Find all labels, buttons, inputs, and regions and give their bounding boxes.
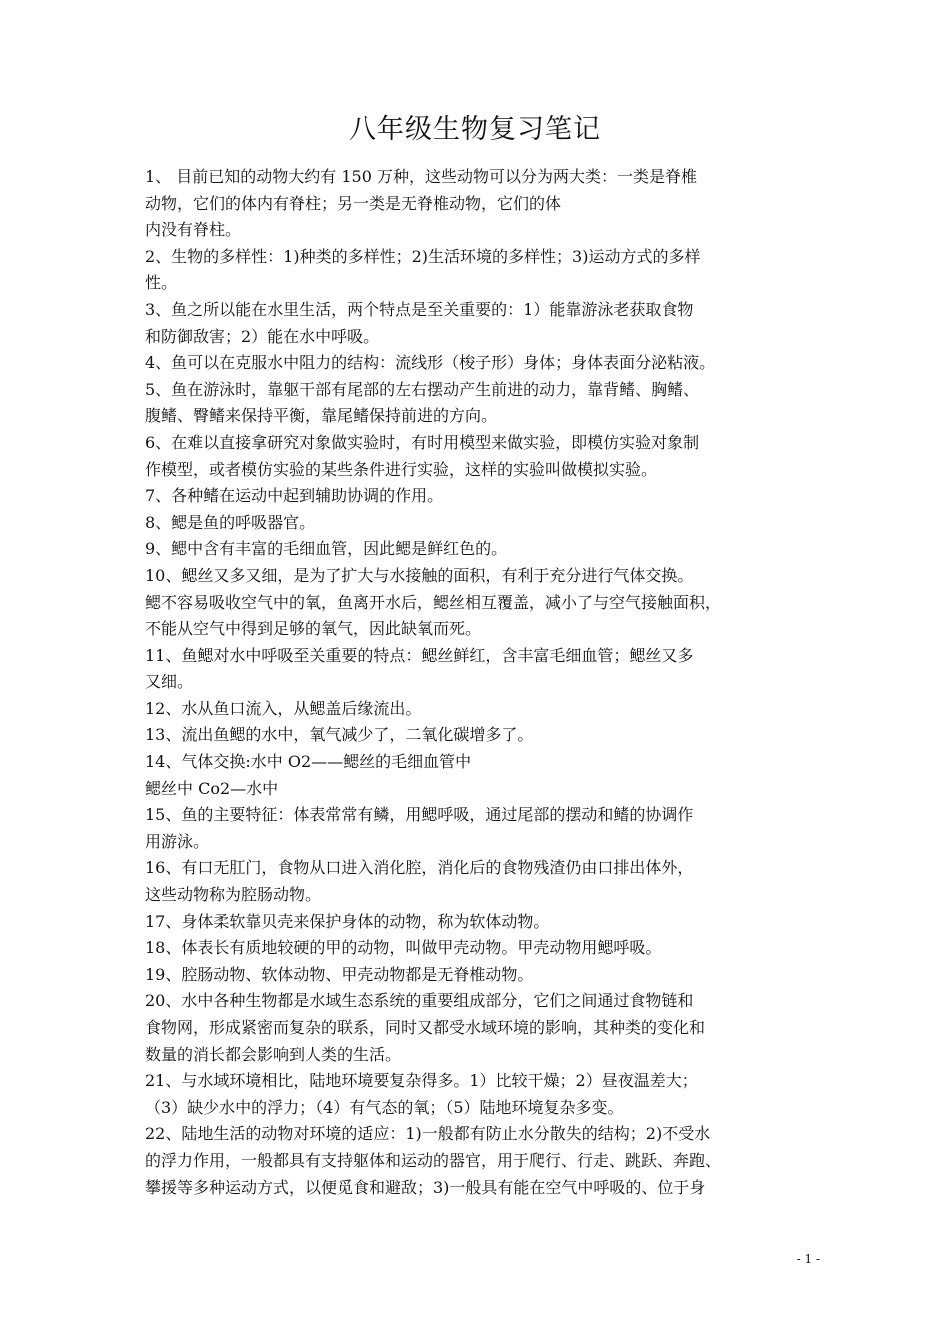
text-line: 15、鱼的主要特征：体表常常有鳞，用鳃呼吸，通过尾部的摆动和鳍的协调作 <box>145 805 694 825</box>
text-line: 攀援等多种运动方式，以便觅食和避敌；3)一般具有能在空气中呼吸的、位于身 <box>145 1177 706 1197</box>
text-line: 20、水中各种生物都是水域生态系统的重要组成部分，它们之间通过食物链和 <box>145 991 694 1011</box>
text-line: 3、鱼之所以能在水里生活，两个特点是至关重要的：1）能靠游泳老获取食物 <box>145 299 694 319</box>
text-line: 7、各种鳍在运动中起到辅助协调的作用。 <box>145 486 444 506</box>
text-line: 作模型，或者模仿实验的某些条件进行实验，这样的实验叫做模拟实验。 <box>145 459 658 479</box>
text-line: 13、流出鱼鳃的水中，氧气减少了，二氧化碳增多了。 <box>145 725 534 745</box>
text-line: 5、鱼在游泳时，靠躯干部有尾部的左右摆动产生前进的动力，靠背鳍、胸鳍、 <box>145 379 700 399</box>
text-line: （3）缺少水中的浮力；（4）有气态的氧；（5）陆地环境复杂多变。 <box>145 1097 624 1117</box>
text-line: 1、 目前已知的动物大约有 150 万种，这些动物可以分为两大类：一类是脊椎 <box>145 167 697 186</box>
document-title: 八年级生物复习笔记 <box>349 114 601 145</box>
text-line: 21、与水域环境相比，陆地环境要复杂得多。1）比较干燥；2）昼夜温差大； <box>145 1071 698 1091</box>
text-line: 用游泳。 <box>145 831 210 851</box>
text-line: 8、鳃是鱼的呼吸器官。 <box>145 512 316 532</box>
text-line: 性。 <box>145 273 178 293</box>
text-line: 这些动物称为腔肠动物。 <box>145 885 322 905</box>
text-line: 10、鳃丝又多又细，是为了扩大与水接触的面积，有利于充分进行气体交换。 <box>145 565 694 585</box>
text-line: 鳃不容易吸收空气中的氧，鱼离开水后，鳃丝相互覆盖，减小了与空气接触面积， <box>145 592 722 612</box>
text-line: 2、生物的多样性：1)种类的多样性；2)生活环境的多样性；3)运动方式的多样 <box>145 246 701 266</box>
document-body <box>145 164 815 1201</box>
text-line: 11、鱼鳃对水中呼吸至关重要的特点：鳃丝鲜红，含丰富毛细血管；鳃丝又多 <box>145 645 694 665</box>
text-line: 和防御敌害；2）能在水中呼吸。 <box>145 326 380 346</box>
text-line: 的浮力作用，一般都具有支持躯体和运动的器官，用于爬行、行走、跳跃、奔跑、 <box>145 1150 722 1170</box>
text-line: 22、陆地生活的动物对环境的适应：1)一般都有防止水分散失的结构；2)不受水 <box>145 1124 711 1144</box>
text-line: 鳃丝中 Co2—水中 <box>145 778 279 798</box>
page-number: - 1 - <box>796 1252 820 1266</box>
text-line: 19、腔肠动物、软体动物、甲壳动物都是无脊椎动物。 <box>145 964 534 984</box>
text-line: 内没有脊柱。 <box>145 220 242 240</box>
text-line: 4、鱼可以在克服水中阻力的结构：流线形（梭子形）身体；身体表面分泌粘液。 <box>145 353 716 373</box>
text-line: 腹鳍、臀鳍来保持平衡，靠尾鳍保持前进的方向。 <box>145 406 498 426</box>
text-line: 14、气体交换:水中 O2——鳃丝的毛细血管中 <box>145 752 472 772</box>
text-line: 又细。 <box>145 672 194 692</box>
text-line: 9、鳃中含有丰富的毛细血管，因此鳃是鲜红色的。 <box>145 539 508 559</box>
text-line: 18、体表长有质地较硬的甲的动物，叫做甲壳动物。甲壳动物用鳃呼吸。 <box>145 938 662 958</box>
text-line: 数量的消长都会影响到人类的生活。 <box>145 1044 402 1064</box>
text-line: 6、在难以直接拿研究对象做实验时，有时用模型来做实验，即模仿实验对象制 <box>145 432 700 452</box>
text-line: 17、身体柔软靠贝壳来保护身体的动物，称为软体动物。 <box>145 911 550 931</box>
text-line: 食物网，形成紧密而复杂的联系，同时又都受水域环境的影响，其种类的变化和 <box>145 1018 706 1037</box>
text-line: 不能从空气中得到足够的氧气，因此缺氧而死。 <box>145 619 482 639</box>
text-line: 12、水从鱼口流入，从鳃盖后缘流出。 <box>145 698 422 718</box>
text-line: 动物，它们的体内有脊柱；另一类是无脊椎动物，它们的体 <box>145 193 562 213</box>
text-line: 16、有口无肛门，食物从口进入消化腔，消化后的食物残渣仍由口排出体外， <box>145 858 694 878</box>
